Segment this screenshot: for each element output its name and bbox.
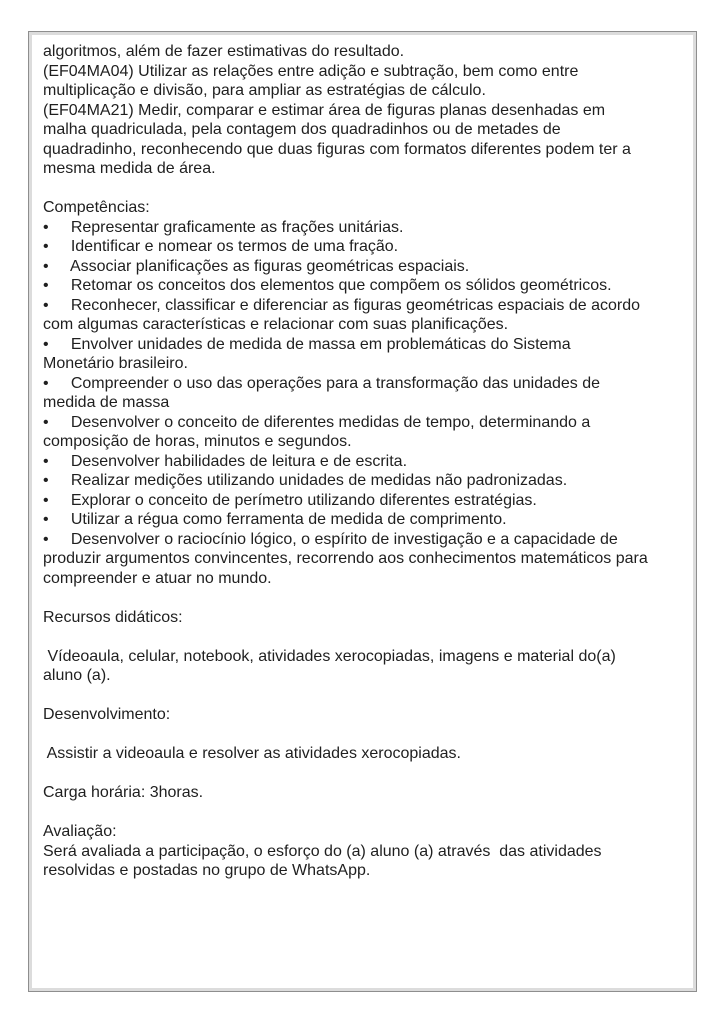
carga-horaria-line: Carga horária: 3horas. — [43, 784, 204, 801]
bullet-line: • Realizar medições utilizando unidades de medidas não padronizadas. — [43, 472, 568, 489]
text-line: medida de massa — [43, 394, 170, 411]
text-line: composição de horas, minutos e segundos. — [43, 433, 352, 450]
text-line: Vídeoaula, celular, notebook, atividades xerocopiadas, imagens e material do(a) — [43, 647, 616, 665]
blank-line — [43, 686, 687, 706]
text-line: aluno (a). — [43, 667, 111, 684]
bullet-line: • Reconhecer, classificar e diferenciar as figuras geométricas espaciais de acordo — [43, 296, 640, 314]
bullet-line: • Desenvolver o conceito de diferentes medidas de tempo, determinando a — [43, 413, 591, 431]
section-heading-recursos: Recursos didáticos: — [43, 608, 183, 626]
bullet-line: • Explorar o conceito de perímetro utilizando diferentes estratégias. — [43, 491, 537, 509]
text-line: algoritmos, além de fazer estimativas do resultado. — [43, 43, 405, 60]
bullet-line: • Identificar e nomear os termos de uma fração. — [43, 238, 399, 255]
blank-line — [43, 725, 687, 745]
text-line: (EF04MA04) Utilizar as relações entre adição e subtração, bem como entre — [43, 62, 579, 80]
page-border-frame — [28, 31, 697, 992]
text-line: com algumas características e relacionar com suas planificações. — [43, 316, 509, 333]
blank-line — [43, 764, 687, 784]
text-line: malha quadriculada, pela contagem dos quadradinhos ou de metades de — [43, 121, 561, 138]
text-line: (EF04MA21) Medir, comparar e estimar área de figuras planas desenhadas em — [43, 101, 606, 119]
text-line: Será avaliada a participação, o esforço do (a) aluno (a) através das atividades — [43, 842, 602, 860]
bullet-line: • Compreender o uso das operações para a transformação das unidades de — [43, 374, 601, 392]
section-heading-desenvolvimento: Desenvolvimento: — [43, 706, 171, 723]
bullet-line: • Desenvolver habilidades de leitura e de escrita. — [43, 452, 408, 470]
blank-line — [43, 179, 687, 199]
bullet-line: • Envolver unidades de medida de massa em problemáticas do Sistema — [43, 335, 571, 353]
text-line: resolvidas e postadas no grupo de WhatsApp. — [43, 862, 371, 879]
blank-line — [43, 588, 687, 608]
section-heading-avaliacao: Avaliação: — [43, 823, 117, 840]
bullet-line: • Representar graficamente as frações unitárias. — [43, 218, 404, 236]
text-line: mesma medida de área. — [43, 160, 216, 177]
text-line: produzir argumentos convincentes, recorrendo aos conhecimentos matemáticos para — [43, 550, 648, 567]
bullet-line: • Associar planificações as figuras geométricas espaciais. — [43, 257, 470, 275]
section-heading-competencias: Competências: — [43, 199, 150, 216]
text-line: quadradinho, reconhecendo que duas figuras com formatos diferentes podem ter a — [43, 140, 631, 158]
document-text — [30, 33, 695, 990]
text-line: multiplicação e divisão, para ampliar as estratégias de cálculo. — [43, 82, 486, 99]
bullet-line: • Retomar os conceitos dos elementos que compõem os sólidos geométricos. — [43, 277, 612, 294]
bullet-line: • Desenvolver o raciocínio lógico, o espírito de investigação e a capacidade de — [43, 530, 618, 548]
text-line: Assistir a videoaula e resolver as atividades xerocopiadas. — [43, 745, 461, 762]
bullet-line: • Utilizar a régua como ferramenta de medida de comprimento. — [43, 511, 507, 528]
blank-line — [43, 803, 687, 823]
blank-line — [43, 627, 687, 647]
text-line: Monetário brasileiro. — [43, 355, 188, 372]
text-line: compreender e atuar no mundo. — [43, 569, 272, 587]
